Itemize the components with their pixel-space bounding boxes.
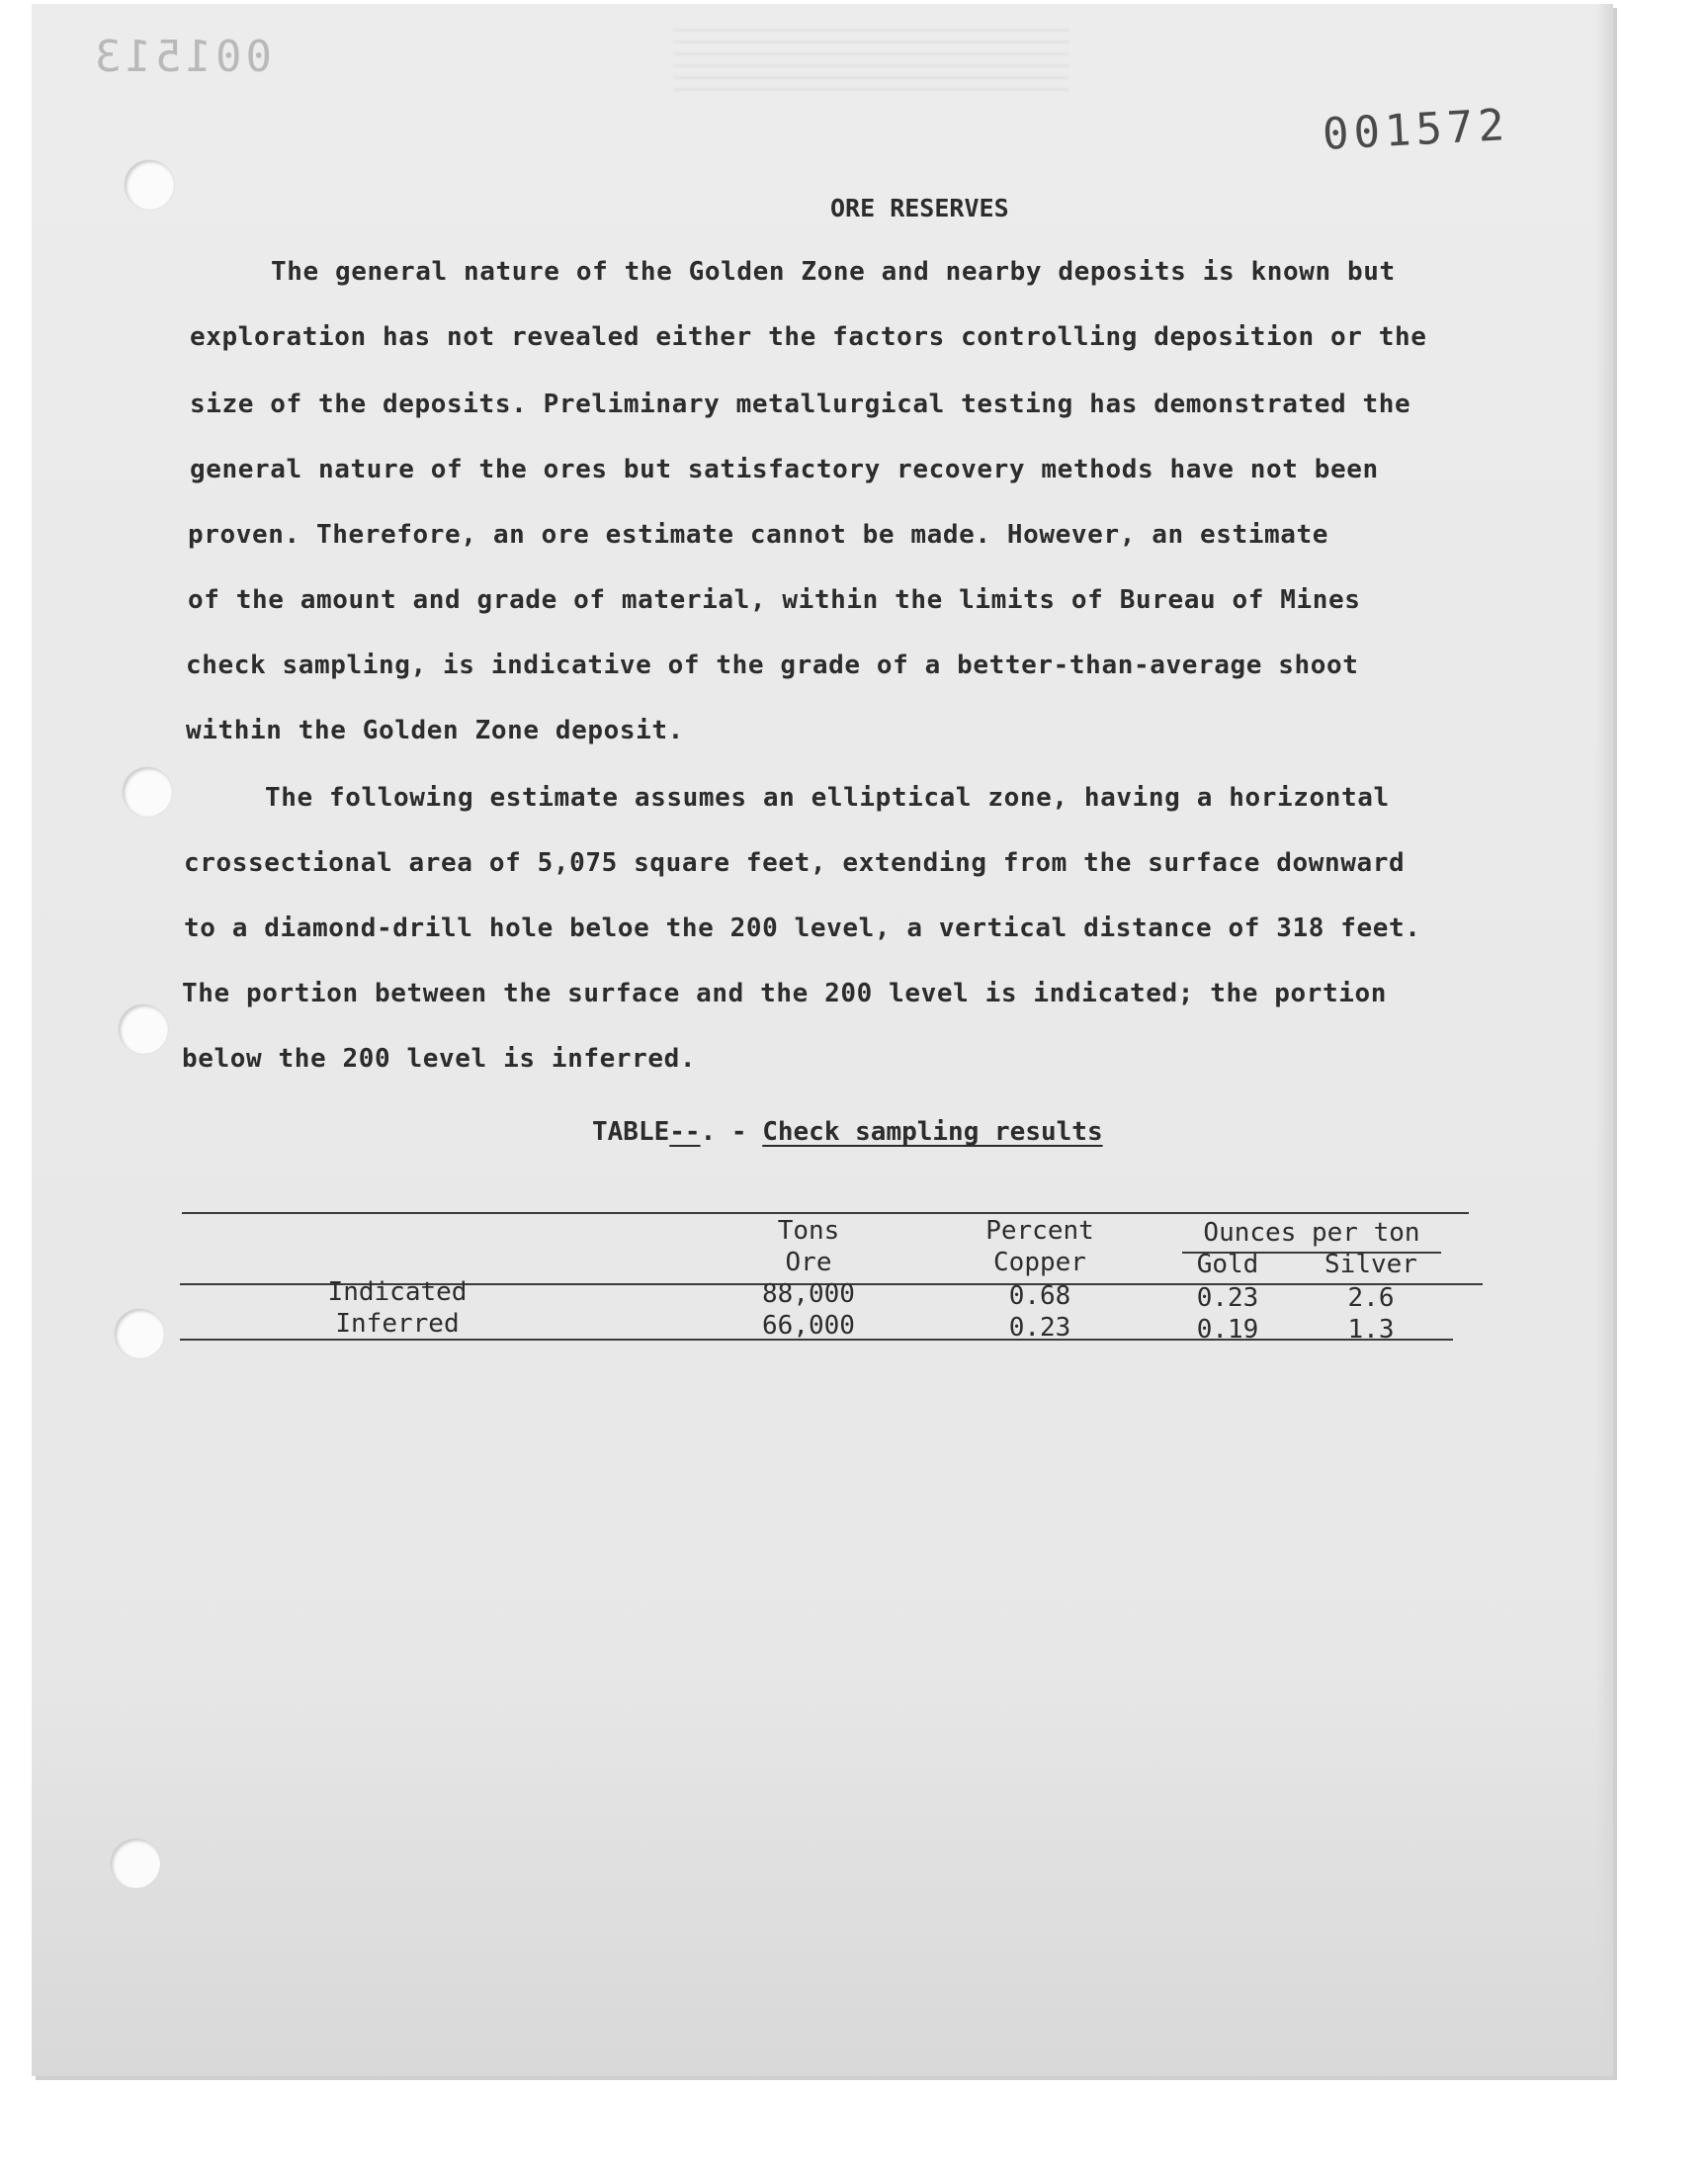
paragraph-1-line: within the Golden Zone deposit. <box>186 716 684 745</box>
header-ore: Ore <box>785 1248 832 1277</box>
header-silver: Silver <box>1324 1250 1417 1279</box>
header-percent: Percent <box>985 1216 1094 1246</box>
paragraph-1-line: The general nature of the Golden Zone and nearby deposits is known but <box>271 257 1396 287</box>
punch-hole <box>119 1004 168 1054</box>
row-tons: 88,000 <box>762 1279 855 1309</box>
faint-stamp-number: 001513 <box>91 32 272 82</box>
paragraph-1-line: exploration has not revealed either the factors controlling deposition or the <box>190 322 1427 352</box>
punch-hole <box>111 1839 160 1888</box>
row-label: Inferred <box>335 1309 460 1339</box>
paragraph-2-line: to a diamond-drill hole beloe the 200 level, a vertical distance of 318 feet. <box>184 914 1421 943</box>
table-caption-dashes: -- <box>669 1117 701 1147</box>
row-copper: 0.23 <box>1008 1313 1071 1343</box>
paragraph-2-line: The following estimate assumes an elliptical zone, having a horizontal <box>265 783 1390 813</box>
table-caption-title: Check sampling results <box>762 1117 1103 1147</box>
row-gold: 0.19 <box>1196 1315 1259 1345</box>
paragraph-2-line: The portion between the surface and the 200 level is indicated; the portion <box>182 979 1387 1008</box>
table-caption-prefix: TABLE <box>592 1117 670 1147</box>
page-title: ORE RESERVES <box>830 194 1009 222</box>
punch-hole <box>123 767 172 817</box>
paragraph-2-line: below the 200 level is inferred. <box>182 1044 697 1074</box>
row-label: Indicated <box>327 1277 468 1307</box>
paragraph-2-line: crossectional area of 5,075 square feet, extending from the surface downward <box>184 848 1406 878</box>
header-ounces-per-ton: Ounces per ton <box>1203 1218 1420 1248</box>
row-copper: 0.68 <box>1008 1281 1071 1311</box>
page-shading <box>32 1661 1613 2076</box>
header-copper: Copper <box>993 1248 1086 1277</box>
table-caption <box>592 1117 1103 1147</box>
paragraph-1-line: check sampling, is indicative of the grade of a better-than-average shoot <box>186 651 1359 680</box>
paragraph-1-line: size of the deposits. Preliminary metallurgical testing has demonstrated the <box>190 390 1411 419</box>
row-gold: 0.23 <box>1196 1283 1259 1313</box>
row-tons: 66,000 <box>762 1311 855 1341</box>
table-caption-separator: . - <box>700 1117 763 1147</box>
page-stamp-number: 001572 <box>1321 100 1511 160</box>
header-tons: Tons <box>777 1216 840 1246</box>
punch-hole <box>125 160 174 210</box>
paragraph-1-line: of the amount and grade of material, within the limits of Bureau of Mines <box>188 585 1361 615</box>
row-silver: 2.6 <box>1347 1283 1395 1313</box>
paragraph-1-line: proven. Therefore, an ore estimate cannot be made. However, an estimate <box>188 520 1328 550</box>
table-top-rule <box>182 1212 1469 1214</box>
paragraph-1-line: general nature of the ores but satisfactory recovery methods have not been <box>190 455 1379 484</box>
row-silver: 1.3 <box>1347 1315 1395 1345</box>
document-page <box>32 4 1613 2076</box>
punch-hole <box>115 1309 164 1358</box>
page-edge <box>1595 4 1613 2076</box>
header-gold: Gold <box>1196 1250 1259 1279</box>
bleed-through-text <box>674 22 1069 91</box>
